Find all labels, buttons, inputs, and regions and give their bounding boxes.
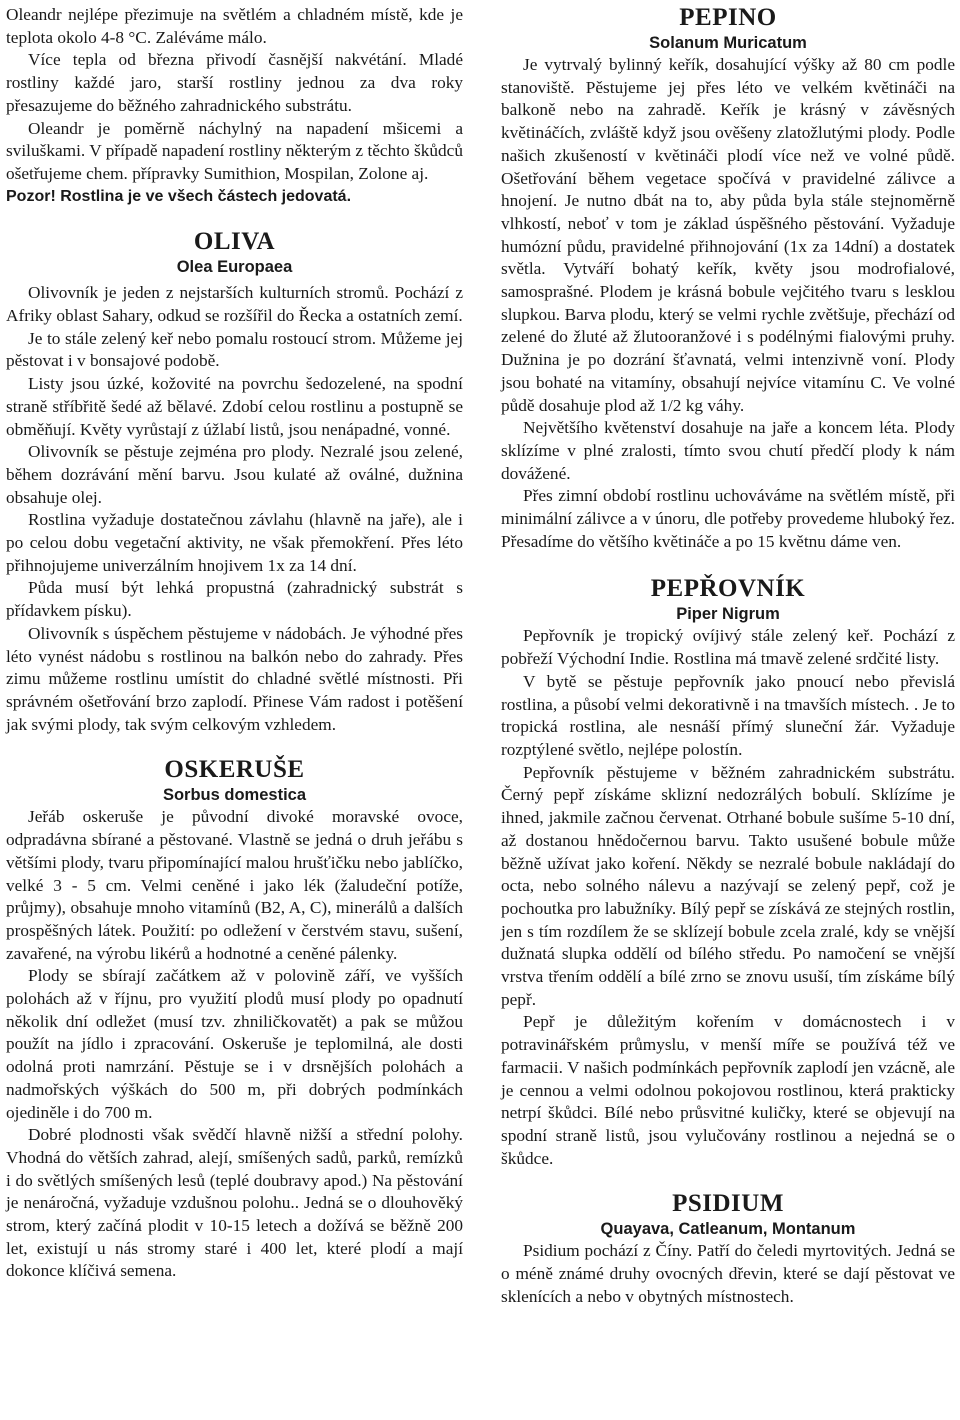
latin-name-peprovnik: Piper Nigrum [676,605,780,624]
latin-name-oskeruse: Sorbus domestica [162,786,307,805]
paragraph: Dobré plodnosti však svědčí hlavně nižší a střední polohy. Vhodná do větších zahrad, alejí, smíšených sadů, parků, remízků i do světlých smíšených lesů (teplé doubravy apod.) Na pěstování je nenáročná, vyžaduje vzdušnou polohu.. Jedná se o dlouhověký strom, který začíná plodit v 10-15 letech a dožívá se běžně 200 let, existují u nás stromy staré i 400 let, které plodí a mají dokonce klíčivá semena. [6,1125,463,1281]
section-title-peprovnik: PEPŘOVNÍK [650,575,806,603]
paragraph: Olivovník je jeden z nejstarších kulturních stromů. Pochází z Afriky oblast Sahary, odkud se rozšířil do Řecka a ostatních zemí. [6,283,463,326]
paragraph: Listy jsou úzké, kožovité na povrchu šedozelené, na spodní straně stříbřitě šedé až bělavé. Zdobí celou rostlinu a postupně se obměňují. Květy vyrůstají z úžlabí listů, jsou nenápadné, vonné. [6,374,463,439]
left-column [6,4,463,1283]
paragraph: Pepřovník je tropický ovíjivý stále zelený keř. Pochází z pobřeží Východní Indie. Rostlina má tmavě zelené srdčité listy. [501,626,955,669]
warning-text: Pozor! Rostlina je ve všech částech jedovatá. [6,187,352,205]
latin-name-oliva: Olea Europaea [176,258,293,277]
section-title-oliva: OLIVA [193,228,276,256]
section-title-psidium: PSIDIUM [672,1190,784,1218]
paragraph: Přes zimní období rostlinu uchováváme na světlém místě, při minimální zálivce a v únoru, dle potřeby provedeme hluboký řez. Přesadíme do většího květináče a po 15 květnu dáme ven. [501,486,955,551]
paragraph: Olivovník s úspěchem pěstujeme v nádobách. Je výhodné přes léto vynést nádobu s rostlinou na balkón nebo do zahrady. Přes zimu můžeme rostlinu umístit do chladné světlé místnosti. Při správném ošetřování brzo zaplodí. Přinese Vám radost i potěšení jak svými plody, tak svým celkovým vzhledem. [6,623,463,734]
paragraph: Největšího květenství dosahuje na jaře a koncem léta. Plody sklízíme v plné zralosti, tímto svou chutí předčí plody k nám dovážené. [501,418,955,483]
paragraph: Pepřovník pěstujeme v běžném zahradnickém substrátu. Černý pepř získáme sklizní nedozrálých bobulí. Sklízíme je ihned, jakmile začnou červenat. Otrhané bobule sušíme 5-10 dní, až dostanou hnědočernou barvu. Takto usušené bobule může běžně užívat jako koření. Někdy se nezralé bobule nakládají do octa, nebo solného nálevu a nazývají se zelený pepř, což je pochoutka pro labužníky. Bílý pepř se získává ze stejných rostlin, jen s tím rozdílem že se sklízejí bobule zcela zralé, kdy se vnější dužnatá slupka oddělí od bílého středu. Po namočení se vnější vrstva třením oddělí a bílé zrno se znovu usuší, tím získáme bílý pepř. [501,762,955,1009]
paragraph: Oleandr je poměrně náchylný na napadení mšicemi a sviluškami. V případě napadení rostliny některým z těchto škůdců ošetřujeme chem. přípravky Sumithion, Mospilan, Zolone aj. [6,118,463,183]
right-column [501,4,955,1308]
paragraph: Psidium pochází z Číny. Patří do čeledi myrtovitých. Jedná se o méně známé druhy ovocných dřevin, které se dají pěstovat ve sklenících a nebo v obytných místnostech. [501,1241,955,1306]
paragraph: Je to stále zelený keř nebo pomalu rostoucí strom. Můžeme jej pěstovat i v bonsajové podobě. [6,328,463,371]
paragraph: Více tepla od března přivodí časnější nakvétání. Mladé rostliny každé jaro, starší rostliny jednou za dva roky přesazujeme do běžného zahradnického substrátu. [6,50,463,115]
paragraph: Plody se sbírají začátkem až v polovině září, ve vyšších polohách až v říjnu, pro využití plodů musí plody po opadnutí několik dní odležet (musí tzv. zhniličkovatět) a pak se můžou použít na jídlo i zpracování. Oskeruše je teplomilná, ale dosti odolná proti namrzání. Pěstuje se i v drsnějších polohách a nadmořských výškách do 500 m, při dobrých podmínkách ojediněle i do 700 m. [6,966,463,1122]
latin-name-psidium: Quayava, Catleanum, Montanum [600,1220,856,1239]
paragraph: Je vytrvalý bylinný keřík, dosahující výšky až 80 cm podle stanoviště. Pěstujeme jej přes léto ve velkém květináči na balkoně nebo na zahradě. Keřík je krásný v závěsných květináčích, zvláště když jsou ověšeny zlatožlutými plody. Podle našich zkušeností v květináči plodí více než ve volné půdě. Ošetřování během vegetace spočívá v pravidelné zálivce a hnojení. Je nutno dbát na to, aby půda byla stále stejnoměrně vlhkostí, neboť v tom je základ úspěšného pěstování. Vyžaduje humózní půdu, pravidelné přihnojování (1x za 14dní) a dostatek světla. Vytváří bohatý keřík, květy jsou modrofialové, samosprašné. Plodem je krásná bobule vejčitého tvaru s lesklou slupkou. Barva plodu, který se velmi rychle zvětšuje, přechází od zelené do žluté až žlutooranžové i s podélnými fialovými pruhy. Dužnina je po dozrání šťavnatá, velmi intenzivně voní. Plody jsou bohaté na vitamíny, obsahují nejvíce vitamínu C. Ve volné půdě dosahuje plod až 1/2 kg váhy. [501,55,955,415]
paragraph: V bytě se pěstuje pepřovník jako pnoucí nebo převislá rostlina, a působí velmi dekorativně i na tmavších místech. . Je to tropická rostlina, ale nesnáší přímý sluneční žár. Vyžaduje rozptýlené světlo, nejlépe polostín. [501,671,955,759]
paragraph: Půda musí být lehká propustná (zahradnický substrát s přídavkem písku). [6,578,463,621]
section-title-oskeruse: OSKERUŠE [164,756,305,784]
paragraph: Rostlina vyžaduje dostatečnou závlahu (hlavně na jaře), ale i po celou dobu vegetační aktivity, ne však přemokření. Přes léto přihnojujeme univerzálním hnojivem 1x za 14 dní. [6,510,463,575]
latin-name-pepino: Solanum Muricatum [649,34,807,52]
paragraph: Pepř je důležitým kořením v domácnostech i v potravinářském průmyslu, v menší míře se používá též ve farmacii. V našich podmínkách pepřovník zaplodí jen vzácně, ale je cennou a velmi odolnou pokojovou rostlinou, která prakticky netrpí škůdci. Bílé nebo průsvitné kuličky, které se objevují na spodní straně listů, jsou vylučovány rostlinou a nejedná se o škůdce. [501,1012,955,1168]
paragraph: Jeřáb oskeruše je původní divoké moravské ovoce, odpradávna sbírané a pěstované. Vlastně se jedná o druh jeřábu s většími plody, tvaru připomínající malou hrušťičku nebo jablíčko, velké 3 - 5 cm. Velmi ceněné i jako lék (žaludeční potíže, průjmy), obsahuje mnoho vitamínů (B2, A, C), minerálů a dalších prospěšných látek. Použití: po odležení v čerstvém stavu, sušení, zavařené, na výrobu likérů a hodnotné a ceněné pálenky. [6,807,463,963]
section-title-pepino: PEPINO [679,4,777,31]
paragraph: Olivovník se pěstuje zejména pro plody. Nezralé jsou zelené, během dozrávání mění barvu. Jsou kulaté až oválné, dužnina obsahuje olej. [6,442,463,507]
paragraph: Oleandr nejlépe přezimuje na světlém a chladném místě, kde je teplota okolo 4-8 °C. Zaléváme málo. [6,5,463,47]
